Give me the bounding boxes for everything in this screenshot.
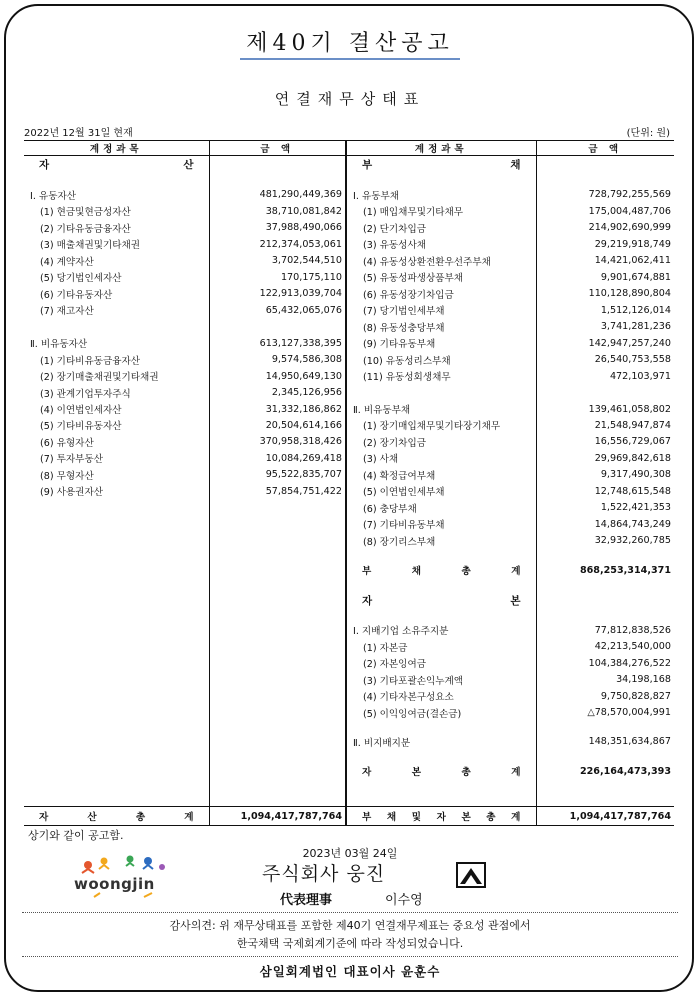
current-asset-item-amount: 212,374,053,061 [209, 236, 346, 252]
table-header-row [24, 141, 674, 156]
noncurrent-asset-item-amount: 9,574,586,308 [209, 351, 346, 367]
parent-equity-amount: 77,812,838,526 [594, 624, 671, 636]
total-label-char: 채 [386, 812, 397, 823]
non-controlling-interest-amount: 148,351,634,867 [588, 736, 671, 748]
noncurrent-liability-item-label: (8) 장기리스부채 [346, 533, 536, 549]
current-asset-item-amount: 65,432,065,076 [209, 302, 346, 318]
noncurrent-assets-amount: 613,127,338,395 [209, 335, 346, 351]
table-row [24, 335, 674, 351]
total-label-char: 계 [184, 812, 194, 823]
assets-amount-header: 금 액 [209, 141, 346, 156]
liabilities-total-char: 계 [511, 566, 521, 578]
title-underline [240, 58, 460, 60]
liabilities-heading-left: 부 [362, 159, 373, 172]
current-liability-item-amount: 26,540,753,558 [594, 354, 671, 366]
table-row [24, 591, 674, 609]
noncurrent-asset-item-amount: 57,854,751,422 [209, 483, 346, 499]
liabilities-total-label [346, 562, 536, 578]
noncurrent-asset-item-amount: 20,504,614,166 [209, 417, 346, 433]
current-liabilities-label: Ⅰ. 유동부채 [346, 187, 536, 203]
equity-total-char: 계 [511, 767, 521, 779]
total-label-char: 총 [486, 812, 496, 823]
current-liability-item-amount: 1,512,126,014 [600, 304, 671, 316]
table-row [24, 156, 674, 174]
current-liability-item-amount: 110,128,890,804 [588, 288, 671, 300]
noncurrent-asset-item-amount: 2,345,126,956 [209, 384, 346, 400]
table-row [24, 384, 674, 400]
current-asset-item-label: (7) 재고자산 [24, 302, 209, 318]
equity-item-amount: △78,570,004,991 [587, 707, 671, 718]
noncurrent-liability-item-amount: 16,556,729,067 [594, 436, 671, 448]
current-asset-item-amount: 170,175,110 [209, 269, 346, 285]
table-row [24, 467, 674, 483]
audit-opinion [0, 917, 700, 953]
current-asset-item-label: (4) 계약자산 [24, 253, 209, 269]
equity-item-amount: 42,213,540,000 [594, 641, 671, 653]
table-row [24, 688, 674, 704]
noncurrent-asset-item-label: (9) 사용권자산 [24, 483, 209, 499]
equity-item-label: (2) 자본잉여금 [346, 655, 536, 671]
table-row [24, 220, 674, 236]
noncurrent-asset-item-label: (1) 기타비유동금융자산 [24, 351, 209, 367]
current-asset-item-amount: 38,710,081,842 [209, 203, 346, 219]
liab-equity-total-amount: 1,094,417,787,764 [536, 807, 674, 826]
company-seal-icon [456, 862, 486, 896]
current-asset-item-label: (3) 매출채권및기타채권 [24, 236, 209, 252]
table-row [24, 236, 674, 252]
total-label-char: 총 [135, 812, 146, 823]
noncurrent-asset-item-label: (4) 이연법인세자산 [24, 401, 209, 417]
assets-heading [24, 156, 209, 174]
noncurrent-asset-item-amount: 10,084,269,418 [209, 450, 346, 466]
table-row [24, 549, 674, 562]
current-liability-item-amount: 29,219,918,749 [594, 238, 671, 250]
noncurrent-liability-item-amount: 32,932,260,785 [594, 535, 671, 547]
current-liability-item-label: (4) 유동성상환전환우선주부채 [346, 253, 536, 269]
table-row [24, 792, 674, 806]
noncurrent-liability-item-label: (6) 충당부채 [346, 500, 536, 516]
table-row [24, 203, 674, 219]
notice-statement: 상기와 같이 공고함. [28, 829, 124, 842]
current-asset-item-label: (2) 기타유동금융자산 [24, 220, 209, 236]
noncurrent-asset-item-label: (8) 무형자산 [24, 467, 209, 483]
table-row [24, 721, 674, 734]
total-label-char: 본 [461, 812, 471, 823]
table-row [24, 187, 674, 203]
noncurrent-liabilities-label: Ⅱ. 비유동부채 [346, 401, 536, 417]
table-row [24, 285, 674, 301]
current-asset-item-label: (1) 현금및현금성자산 [24, 203, 209, 219]
liabilities-total-char: 총 [461, 566, 471, 578]
audit-opinion-line-1: 감사의견: 위 재무상태표를 포함한 제40기 연결재무제표는 중요성 관점에서 [169, 919, 531, 932]
liabilities-total-char: 부 [362, 566, 372, 578]
table-row [24, 174, 674, 187]
current-asset-item-amount: 3,702,544,510 [209, 253, 346, 269]
equity-heading [346, 591, 536, 609]
auditor-signature: 삼일회계법인 대표이사 윤훈수 [259, 964, 441, 979]
current-liability-item-label: (7) 당기법인세부채 [346, 302, 536, 318]
equity-item-label: (3) 기타포괄손익누계액 [346, 671, 536, 687]
equity-item-label: (1) 자본금 [346, 638, 536, 654]
representative-name: 이수영 [385, 893, 423, 908]
liabilities-amount-header: 금 액 [536, 141, 674, 156]
table-row [24, 318, 674, 334]
equity-total-char: 총 [461, 767, 471, 779]
assets-total-amount: 1,094,417,787,764 [209, 807, 346, 826]
non-controlling-interest-label: Ⅱ. 비지배지분 [346, 734, 536, 750]
current-liability-item-amount: 214,902,690,999 [588, 222, 671, 234]
current-liability-item-amount: 472,103,971 [609, 370, 671, 382]
noncurrent-asset-item-label: (3) 관계기업투자주식 [24, 384, 209, 400]
divider-top [22, 912, 678, 913]
noncurrent-asset-item-label: (7) 투자부동산 [24, 450, 209, 466]
table-row [24, 562, 674, 578]
noncurrent-liability-item-label: (1) 장기매입채무및기타장기채무 [346, 417, 536, 433]
assets-heading-left: 자 [39, 159, 50, 172]
noncurrent-liability-item-label: (2) 장기차입금 [346, 434, 536, 450]
current-liability-item-amount: 9,901,674,881 [600, 271, 671, 283]
equity-heading-right: 본 [510, 594, 521, 607]
table-row [24, 671, 674, 687]
noncurrent-liability-item-label: (4) 확정급여부채 [346, 467, 536, 483]
equity-total-char: 본 [411, 767, 422, 779]
current-liability-item-label: (3) 유동성사채 [346, 236, 536, 252]
table-row [24, 368, 674, 384]
current-assets-label: Ⅰ. 유동자산 [24, 187, 209, 203]
table-row [24, 269, 674, 285]
equity-total-char: 자 [362, 767, 372, 779]
liabilities-heading [346, 156, 536, 174]
current-asset-item-amount: 37,988,490,066 [209, 220, 346, 236]
current-liability-item-label: (1) 매입채무및기타채무 [346, 203, 536, 219]
unit-label: (단위: 원) [626, 128, 670, 139]
assets-total-label [24, 807, 209, 826]
table-row [24, 401, 674, 417]
equity-item-amount: 104,384,276,522 [588, 657, 671, 669]
grand-total-row [24, 807, 674, 826]
current-liability-item-label: (9) 기타유동부채 [346, 335, 536, 351]
noncurrent-asset-item-label: (6) 유형자산 [24, 434, 209, 450]
total-label-char: 및 [411, 812, 421, 823]
current-asset-item-label: (6) 기타유동자산 [24, 285, 209, 301]
statement-title: 연결재무상태표 [274, 90, 426, 108]
table-row [24, 578, 674, 591]
table-row [24, 780, 674, 793]
table-row [24, 622, 674, 638]
liab-equity-total-label [346, 807, 536, 826]
noncurrent-asset-item-amount: 14,950,649,130 [209, 368, 346, 384]
noncurrent-liability-item-amount: 21,548,947,874 [594, 419, 671, 431]
total-label-char: 자 [436, 812, 446, 823]
notice-date: 2023년 03월 24일 [302, 847, 398, 860]
total-label-char: 산 [87, 812, 97, 823]
noncurrent-liability-item-amount: 12,748,615,548 [594, 485, 671, 497]
equity-item-label: (5) 이익잉여금(결손금) [346, 704, 536, 720]
noncurrent-assets-label: Ⅱ. 비유동자산 [24, 335, 209, 351]
table-row [24, 302, 674, 318]
divider-bottom [22, 956, 678, 957]
woongjin-logo [74, 853, 170, 905]
noncurrent-asset-item-label: (5) 기타비유동자산 [24, 417, 209, 433]
table-row [24, 351, 674, 367]
total-label-char: 계 [511, 812, 521, 823]
table-row [24, 450, 674, 466]
liabilities-heading-right: 채 [510, 159, 521, 172]
table-row [24, 750, 674, 763]
table-row [24, 655, 674, 671]
noncurrent-asset-item-amount: 31,332,186,862 [209, 401, 346, 417]
table-row [24, 734, 674, 750]
noncurrent-asset-item-amount: 95,522,835,707 [209, 467, 346, 483]
liabilities-total-char: 채 [411, 566, 422, 578]
noncurrent-liability-item-label: (3) 사채 [346, 450, 536, 466]
current-liability-item-label: (6) 유동성장기차입금 [346, 285, 536, 301]
balance-sheet-body [24, 156, 674, 807]
current-asset-item-amount: 122,913,039,704 [209, 285, 346, 301]
table-row [24, 500, 674, 516]
balance-sheet-table [24, 140, 674, 826]
noncurrent-liability-item-amount: 29,969,842,618 [594, 452, 671, 464]
liabilities-total-amount: 868,253,314,371 [579, 564, 671, 576]
total-label-char: 자 [39, 812, 49, 823]
logo-wordmark: woongjin [74, 875, 155, 893]
current-liability-item-label: (2) 단기차입금 [346, 220, 536, 236]
liabilities-account-header: 계정과목 [346, 141, 536, 156]
current-liability-item-label: (8) 유동성충당부채 [346, 318, 536, 334]
equity-item-amount: 9,750,828,827 [600, 690, 671, 702]
table-row [24, 763, 674, 779]
representative-title: 代表理事 [280, 893, 333, 908]
audit-opinion-line-2: 한국채택 국제회계기준에 따라 작성되었습니다. [236, 937, 464, 950]
noncurrent-asset-item-amount: 370,958,318,426 [209, 434, 346, 450]
as-of-date: 2022년 12월 31일 현재 [24, 128, 133, 139]
table-row [24, 533, 674, 549]
equity-total-label [346, 763, 536, 779]
current-liability-item-label: (10) 유동성리스부채 [346, 351, 536, 367]
table-row [24, 434, 674, 450]
current-liability-item-amount: 175,004,487,706 [588, 205, 671, 217]
noncurrent-liability-item-amount: 14,864,743,249 [594, 518, 671, 530]
current-liability-item-amount: 3,741,281,236 [600, 321, 671, 333]
current-liability-item-label: (5) 유동성파생상품부채 [346, 269, 536, 285]
table-row [24, 417, 674, 433]
table-row [24, 704, 674, 720]
current-asset-item-label: (5) 당기법인세자산 [24, 269, 209, 285]
current-liabilities-amount: 728,792,255,569 [588, 189, 671, 201]
noncurrent-liability-item-label: (7) 기타비유동부채 [346, 516, 536, 532]
assets-heading-right: 산 [183, 159, 194, 172]
notice-title: 제40기 결산공고 [246, 31, 454, 56]
current-liability-item-label: (11) 유동성회생채무 [346, 368, 536, 384]
table-row [24, 483, 674, 499]
table-row [24, 516, 674, 532]
noncurrent-liability-item-label: (5) 이연법인세부채 [346, 483, 536, 499]
total-label-char: 부 [362, 812, 372, 823]
equity-item-amount: 34,198,168 [616, 674, 671, 686]
table-row [24, 253, 674, 269]
table-row [24, 609, 674, 622]
assets-account-header: 계정과목 [24, 141, 209, 156]
equity-total-amount: 226,164,473,393 [579, 765, 671, 777]
current-assets-amount: 481,290,449,369 [209, 187, 346, 203]
noncurrent-liability-item-amount: 9,317,490,308 [600, 469, 671, 481]
current-liability-item-amount: 142,947,257,240 [588, 337, 671, 349]
company-name: 주식회사 웅진 [262, 863, 386, 885]
equity-item-label: (4) 기타자본구성요소 [346, 688, 536, 704]
equity-heading-left: 자 [362, 594, 373, 607]
noncurrent-liability-item-amount: 1,522,421,353 [600, 502, 671, 514]
noncurrent-asset-item-label: (2) 장기매출채권및기타채권 [24, 368, 209, 384]
current-liability-item-amount: 14,421,062,411 [594, 255, 671, 267]
noncurrent-liabilities-amount: 139,461,058,802 [588, 403, 671, 415]
parent-equity-label: Ⅰ. 지배기업 소유주지분 [346, 622, 536, 638]
table-row [24, 638, 674, 654]
